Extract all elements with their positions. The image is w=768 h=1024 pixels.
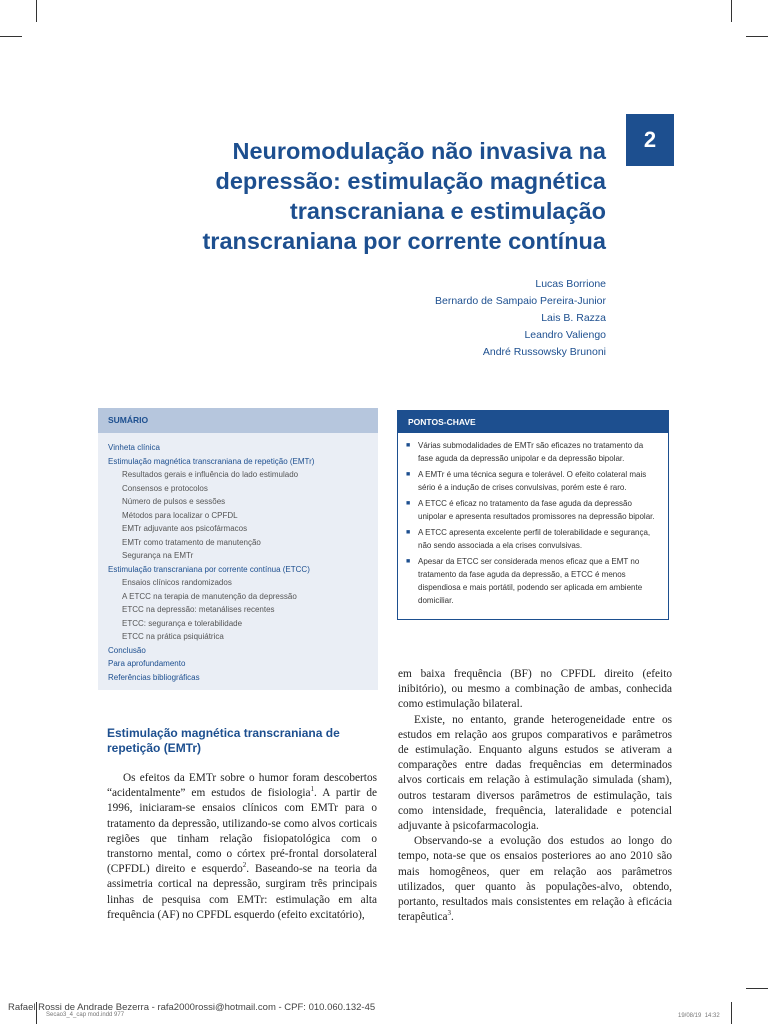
body-paragraph: Existe, no entanto, grande heterogeneidade entre os estudos em relação aos grupos comparativos e parâmetros de estimulação. Enquanto alguns estudos se ativeram a comparações entre dadas frequências em determinados alvos corticais em relação à estimulação simulada (sham), outros testaram diversos parâmetros de estimulação, tais como intensidade, frequência, lateralidade e potencial adjuvante à psicofarmacologia. [398,713,672,833]
title-line: Neuromodulação não invasiva na [232,138,606,164]
crop-mark [731,0,732,22]
key-point-item [406,555,658,607]
square-bullet-icon: ■ [406,471,411,478]
citation-ref: 2 [242,861,247,870]
key-point-item [406,497,658,523]
citation-ref: 1 [310,785,315,794]
body-column-right [398,667,672,925]
footer-timestamp: 19/08/19 14:32 [678,1013,720,1019]
author-list [435,276,606,361]
summary-item: A ETCC na terapia de manutenção da depressão [122,591,297,601]
author-name: Lais B. Razza [541,312,606,324]
crop-mark [0,36,22,37]
author-name: Bernardo de Sampaio Pereira-Junior [434,295,606,307]
summary-heading: SUMÁRIO [98,408,378,433]
key-point-text: Apesar da ETCC ser considerada menos eficaz que a EMT no tratamento da fase aguda da depressão, a ETCC é menos dispendiosa e mais portátil, podendo ser aplicada em ambiente domiciliar. [418,557,643,605]
title-line: transcraniana e estimulação [289,198,606,224]
crop-mark [36,0,37,22]
chapter-number-badge: 2 [626,114,674,166]
summary-list [98,433,378,684]
author-name: Leandro Valiengo [524,329,606,341]
summary-item: Estimulação magnética transcraniana de repetição (EMTr) [108,456,315,466]
chapter-title [136,136,606,256]
summary-item: Métodos para localizar o CPFDL [122,510,238,520]
summary-item: Referências bibliográficas [108,672,200,682]
summary-item: Consensos e protocolos [122,483,208,493]
square-bullet-icon: ■ [406,558,411,565]
summary-item: EMTr adjuvante aos psicofármacos [122,524,248,533]
summary-box [98,408,378,690]
key-points-box [397,410,669,620]
crop-mark [731,1002,732,1024]
title-line: depressão: estimulação magnética [215,168,606,194]
summary-item: EMTr como tratamento de manutenção [122,537,261,547]
summary-item: ETCC na prática psiquiátrica [122,632,224,641]
key-point-item [406,526,658,552]
key-point-item [406,468,658,494]
footer-watermark: Rafael Rossi de Andrade Bezerra - rafa2000rossi@hotmail.com - CPF: 010.060.132-45 [8,1002,376,1013]
square-bullet-icon: ■ [406,529,411,536]
body-paragraph: Observando-se a evolução dos estudos ao longo do tempo, nota-se que os ensaios posteriores ao ano 2010 são mais homogêneos, quer em relação aos parâmetros utilizados, quer quanto às populações-alvo, obtendo, portanto, resultados mais consistentes em relação à eficácia terapêutica$^3$. [398,835,672,924]
summary-item: ETCC: segurança e tolerabilidade [122,618,243,628]
title-line: transcraniana por corrente contínua [202,228,606,254]
key-point-text: A ETCC apresenta excelente perfil de tolerabilidade e segurança, não sendo associada a ela crises convulsivas. [418,528,651,550]
key-point-text: A ETCC é eficaz no tratamento da fase aguda da depressão unipolar e apresenta resultados promissores na depressão bipolar. [418,499,655,521]
summary-item: Número de pulsos e sessões [122,497,226,506]
summary-item: ETCC na depressão: metanálises recentes [122,605,275,614]
key-points-list [398,433,668,607]
citation-ref: 3 [447,909,452,918]
key-point-text: Várias submodalidades de EMTr são eficazes no tratamento da fase aguda da depressão unipolar e da depressão bipolar. [418,441,644,463]
key-point-text: A EMTr é uma técnica segura e tolerável. O efeito colateral mais sério é a indução de crises convulsivas, porém este é raro. [418,470,647,492]
key-point-item [406,439,658,465]
summary-item: Estimulação transcraniana por corrente contínua (ETCC) [108,564,310,574]
footer-file-info: Secao3_4_cap mod.indd 977 [46,1012,125,1018]
body-paragraph: em baixa frequência (BF) no CPFDL direito (efeito inibitório), ou mesmo a combinação de ambas, conhecida como estimulação bilateral. [398,668,672,711]
crop-mark [746,36,768,37]
section-heading: Estimulação magnética transcraniana de repetição (EMTr) [107,726,340,755]
summary-item: Vinheta clínica [108,443,160,452]
author-name: Lucas Borrione [535,278,606,290]
summary-item: Segurança na EMTr [122,551,194,560]
summary-item: Resultados gerais e influência do lado estimulado [122,470,299,479]
body-column-left [107,771,377,923]
author-name: André Russowsky Brunoni [482,346,606,358]
key-points-heading: PONTOS-CHAVE [398,411,668,433]
square-bullet-icon: ■ [406,442,411,449]
body-paragraph: Os efeitos da EMTr sobre o humor foram descobertos “acidentalmente” em estudos de fisiologia$^1$. A partir de 1996, iniciaram-se ensaios clínicos com EMTr para o tratamento da depressão, utilizando-se como alvos corticais regiões que tinham relação fisiopatológica com o transtorno mental, como o córtex pré-frontal dorsolateral (CPFDL) direito e esquerdo$^2$. Baseando-se na teoria da assimetria cortical na depressão, surgiram três principais linhas de pesquisa com EMTr: estimulação em alta frequência (AF) no CPFDL esquerdo (efeito excitatório), [107,772,377,921]
summary-item: Conclusão [108,645,146,655]
crop-mark [746,988,768,989]
summary-item: Ensaios clínicos randomizados [122,578,232,587]
square-bullet-icon: ■ [406,500,411,507]
summary-item: Para aprofundamento [108,659,186,668]
